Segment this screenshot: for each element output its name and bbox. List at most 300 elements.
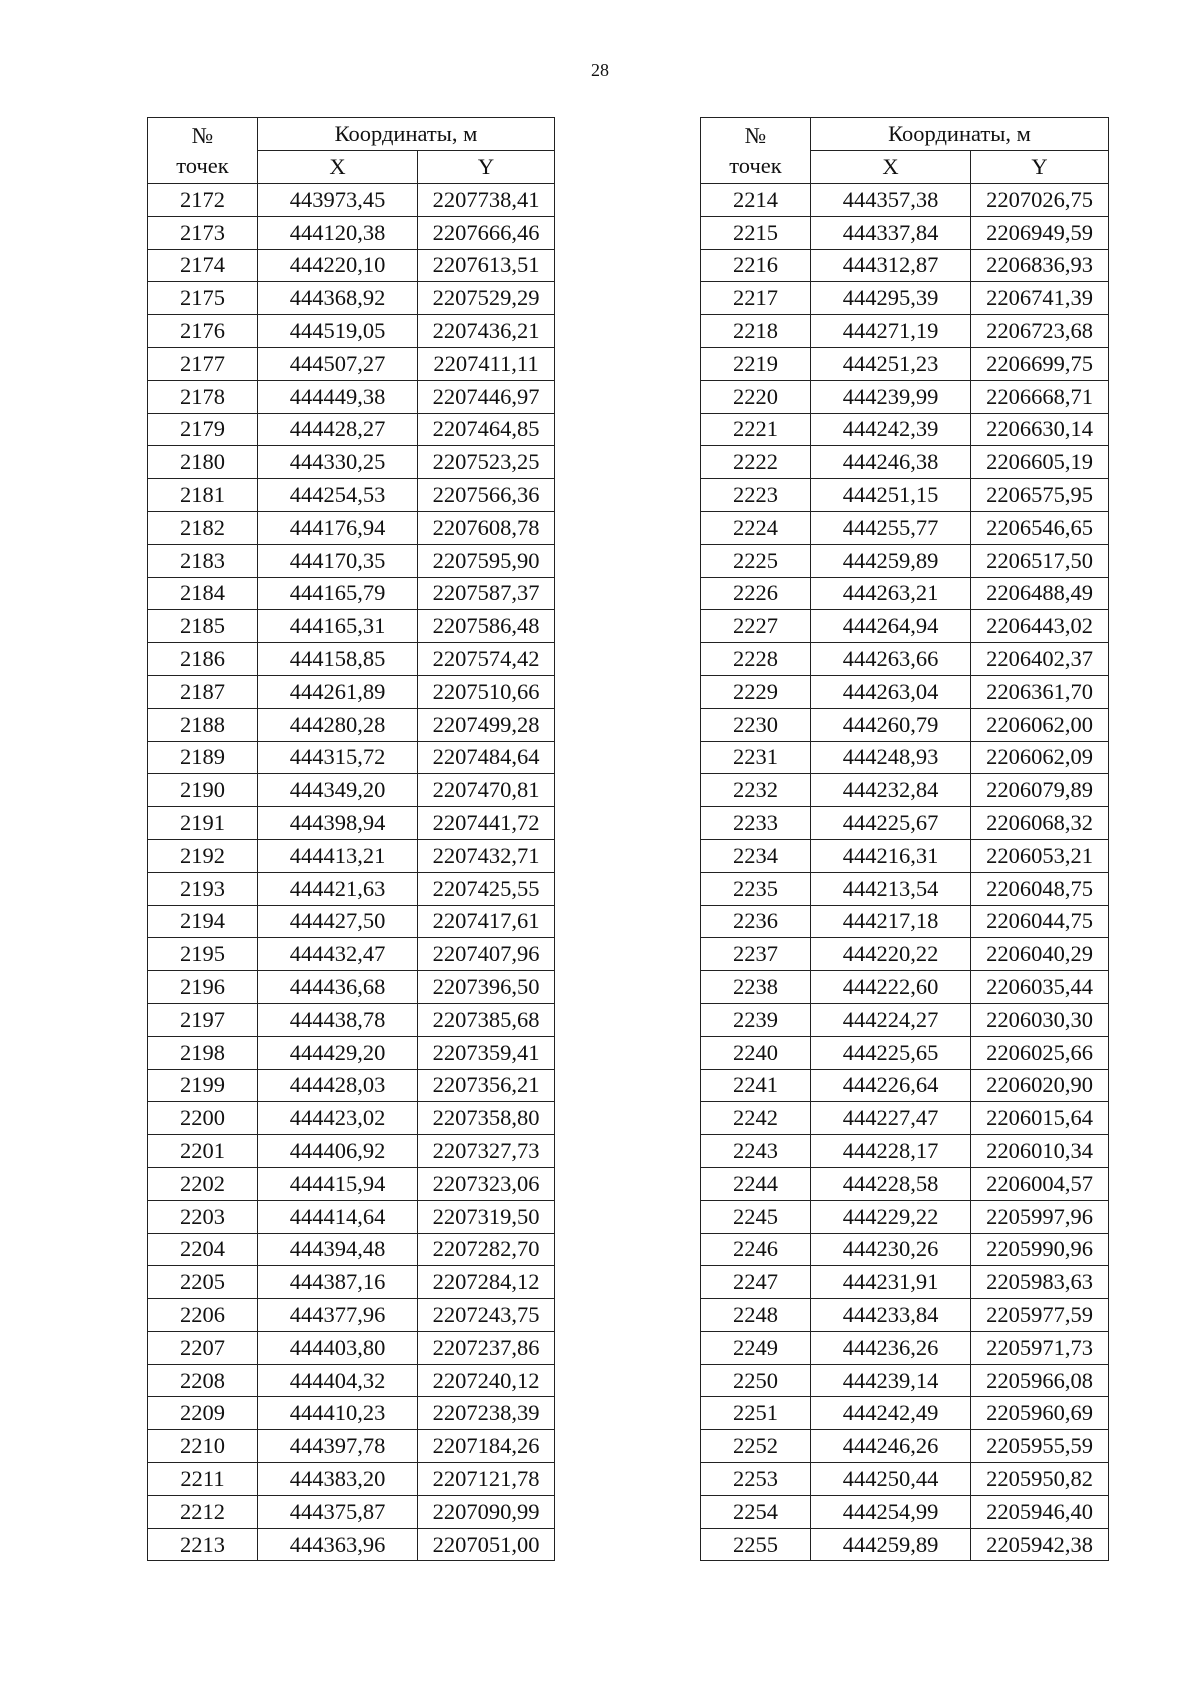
x-coordinate-cell: 444255,77: [811, 511, 971, 544]
x-coordinate-cell: 444428,27: [258, 413, 418, 446]
x-coordinate-cell: 444312,87: [811, 249, 971, 282]
y-coordinate-cell: 2207464,85: [418, 413, 555, 446]
point-number-cell: 2184: [148, 577, 258, 610]
point-number-cell: 2248: [701, 1299, 811, 1332]
point-number-cell: 2234: [701, 839, 811, 872]
x-coordinate-cell: 444246,38: [811, 446, 971, 479]
point-number-cell: 2223: [701, 479, 811, 512]
y-coordinate-cell: 2207385,68: [418, 1003, 555, 1036]
x-coordinate-cell: 444227,47: [811, 1102, 971, 1135]
y-coordinate-cell: 2207411,11: [418, 347, 555, 380]
point-number-cell: 2212: [148, 1495, 258, 1528]
point-number-cell: 2250: [701, 1364, 811, 1397]
point-number-cell: 2186: [148, 643, 258, 676]
point-number-cell: 2198: [148, 1036, 258, 1069]
x-coordinate-cell: 444404,32: [258, 1364, 418, 1397]
point-number-header-line1: №: [744, 122, 767, 148]
y-coordinate-cell: 2207510,66: [418, 675, 555, 708]
y-coordinate-cell: 2206044,75: [971, 905, 1109, 938]
point-number-cell: 2177: [148, 347, 258, 380]
table-row: [701, 872, 1109, 905]
table-row: [148, 708, 555, 741]
point-number-cell: 2228: [701, 643, 811, 676]
point-number-cell: 2227: [701, 610, 811, 643]
x-coordinate-cell: 444397,78: [258, 1430, 418, 1463]
point-number-cell: 2253: [701, 1463, 811, 1496]
point-number-header-line2: точек: [176, 152, 229, 178]
x-coordinate-cell: 444239,99: [811, 380, 971, 413]
table-row: [701, 347, 1109, 380]
y-coordinate-cell: 2205983,63: [971, 1266, 1109, 1299]
x-coordinate-cell: 444377,96: [258, 1299, 418, 1332]
y-coordinate-cell: 2207587,37: [418, 577, 555, 610]
y-coordinate-cell: 2205946,40: [971, 1495, 1109, 1528]
y-coordinate-cell: 2205955,59: [971, 1430, 1109, 1463]
point-number-cell: 2203: [148, 1200, 258, 1233]
x-coordinate-cell: 444423,02: [258, 1102, 418, 1135]
table-row: [148, 216, 555, 249]
x-coordinate-cell: 444410,23: [258, 1397, 418, 1430]
table-row: [148, 1233, 555, 1266]
x-coordinate-cell: 444315,72: [258, 741, 418, 774]
y-coordinate-cell: 2206488,49: [971, 577, 1109, 610]
y-coordinate-cell: 2207121,78: [418, 1463, 555, 1496]
point-number-cell: 2181: [148, 479, 258, 512]
x-coordinate-cell: 444383,20: [258, 1463, 418, 1496]
x-coordinate-cell: 444363,96: [258, 1528, 418, 1561]
x-coordinate-cell: 444375,87: [258, 1495, 418, 1528]
table-row: [148, 643, 555, 676]
x-coordinate-cell: 444330,25: [258, 446, 418, 479]
table-row: [701, 1233, 1109, 1266]
point-number-cell: 2206: [148, 1299, 258, 1332]
y-coordinate-cell: 2207327,73: [418, 1135, 555, 1168]
x-coordinate-cell: 444263,66: [811, 643, 971, 676]
x-coordinate-cell: 444427,50: [258, 905, 418, 938]
y-coordinate-cell: 2205977,59: [971, 1299, 1109, 1332]
x-coordinate-cell: 444232,84: [811, 774, 971, 807]
table-row: [148, 971, 555, 1004]
y-coordinate-cell: 2207613,51: [418, 249, 555, 282]
y-coordinate-cell: 2207282,70: [418, 1233, 555, 1266]
point-number-cell: 2217: [701, 282, 811, 315]
table-row: [148, 249, 555, 282]
point-number-header: [701, 118, 811, 184]
x-coordinate-cell: 444228,17: [811, 1135, 971, 1168]
x-coordinate-cell: 444260,79: [811, 708, 971, 741]
x-coordinate-cell: 444120,38: [258, 216, 418, 249]
y-coordinate-cell: 2207323,06: [418, 1167, 555, 1200]
y-coordinate-cell: 2207359,41: [418, 1036, 555, 1069]
x-coordinate-cell: 444242,49: [811, 1397, 971, 1430]
y-coordinate-cell: 2207446,97: [418, 380, 555, 413]
y-coordinate-cell: 2207184,26: [418, 1430, 555, 1463]
point-number-cell: 2220: [701, 380, 811, 413]
table-row: [701, 511, 1109, 544]
x-coordinate-cell: 444242,39: [811, 413, 971, 446]
point-number-cell: 2221: [701, 413, 811, 446]
point-number-cell: 2202: [148, 1167, 258, 1200]
x-coordinate-cell: 444429,20: [258, 1036, 418, 1069]
point-number-cell: 2231: [701, 741, 811, 774]
y-coordinate-cell: 2206443,02: [971, 610, 1109, 643]
point-number-cell: 2204: [148, 1233, 258, 1266]
y-coordinate-cell: 2207529,29: [418, 282, 555, 315]
y-coordinate-cell: 2207407,96: [418, 938, 555, 971]
point-number-cell: 2249: [701, 1331, 811, 1364]
point-number-cell: 2229: [701, 675, 811, 708]
table-row: [701, 1167, 1109, 1200]
x-coordinate-cell: 444271,19: [811, 315, 971, 348]
y-coordinate-cell: 2207666,46: [418, 216, 555, 249]
point-number-cell: 2247: [701, 1266, 811, 1299]
x-coordinate-cell: 444251,15: [811, 479, 971, 512]
x-coordinate-cell: 444231,91: [811, 1266, 971, 1299]
y-coordinate-cell: 2205950,82: [971, 1463, 1109, 1496]
x-coordinate-cell: 444432,47: [258, 938, 418, 971]
y-header: Y: [418, 151, 555, 184]
x-coordinate-cell: 444176,94: [258, 511, 418, 544]
point-number-cell: 2174: [148, 249, 258, 282]
table-row: [701, 741, 1109, 774]
point-number-cell: 2226: [701, 577, 811, 610]
x-coordinate-cell: 444368,92: [258, 282, 418, 315]
x-coordinate-cell: 444220,22: [811, 938, 971, 971]
table-row: [148, 1069, 555, 1102]
page-number: 28: [591, 60, 609, 80]
table-row: [701, 479, 1109, 512]
x-coordinate-cell: 444264,94: [811, 610, 971, 643]
point-number-cell: 2246: [701, 1233, 811, 1266]
table-row: [148, 1299, 555, 1332]
table-row: [701, 774, 1109, 807]
x-coordinate-cell: 444220,10: [258, 249, 418, 282]
point-number-cell: 2178: [148, 380, 258, 413]
point-number-cell: 2225: [701, 544, 811, 577]
table-row: [701, 675, 1109, 708]
x-coordinate-cell: 444217,18: [811, 905, 971, 938]
y-coordinate-cell: 2207243,75: [418, 1299, 555, 1332]
table-row: [701, 807, 1109, 840]
x-coordinate-cell: 444226,64: [811, 1069, 971, 1102]
x-coordinate-cell: 444414,64: [258, 1200, 418, 1233]
y-coordinate-cell: 2207238,39: [418, 1397, 555, 1430]
table-row: [148, 938, 555, 971]
x-coordinate-cell: 444357,38: [811, 184, 971, 217]
x-coordinate-cell: 444213,54: [811, 872, 971, 905]
table-row: [701, 282, 1109, 315]
y-coordinate-cell: 2206605,19: [971, 446, 1109, 479]
y-coordinate-cell: 2206025,66: [971, 1036, 1109, 1069]
x-coordinate-cell: 444239,14: [811, 1364, 971, 1397]
table-row: [701, 1430, 1109, 1463]
y-coordinate-cell: 2206004,57: [971, 1167, 1109, 1200]
x-coordinate-cell: 444280,28: [258, 708, 418, 741]
point-number-cell: 2173: [148, 216, 258, 249]
table-row: [148, 1266, 555, 1299]
table-row: [148, 1430, 555, 1463]
y-coordinate-cell: 2207574,42: [418, 643, 555, 676]
y-coordinate-cell: 2206361,70: [971, 675, 1109, 708]
point-number-cell: 2208: [148, 1364, 258, 1397]
x-coordinate-cell: 444230,26: [811, 1233, 971, 1266]
table-row: [148, 741, 555, 774]
table-row: [148, 1463, 555, 1496]
x-coordinate-cell: 444438,78: [258, 1003, 418, 1036]
x-coordinate-cell: 444251,23: [811, 347, 971, 380]
point-number-cell: 2194: [148, 905, 258, 938]
table-row: [701, 1135, 1109, 1168]
y-coordinate-cell: 2206079,89: [971, 774, 1109, 807]
y-coordinate-cell: 2207608,78: [418, 511, 555, 544]
table-row: [701, 1364, 1109, 1397]
point-number-cell: 2211: [148, 1463, 258, 1496]
table-row: [701, 938, 1109, 971]
x-coordinate-cell: 444224,27: [811, 1003, 971, 1036]
table-row: [701, 643, 1109, 676]
table-row: [701, 249, 1109, 282]
point-number-cell: 2190: [148, 774, 258, 807]
table-row: [148, 380, 555, 413]
y-coordinate-cell: 2207499,28: [418, 708, 555, 741]
y-coordinate-cell: 2207441,72: [418, 807, 555, 840]
x-coordinate-cell: 444403,80: [258, 1331, 418, 1364]
table-row: [701, 315, 1109, 348]
point-number-cell: 2238: [701, 971, 811, 1004]
table-row: [701, 446, 1109, 479]
point-number-cell: 2215: [701, 216, 811, 249]
y-coordinate-cell: 2206630,14: [971, 413, 1109, 446]
point-number-cell: 2179: [148, 413, 258, 446]
x-coordinate-cell: 444398,94: [258, 807, 418, 840]
table-row: [148, 675, 555, 708]
table-row: [148, 807, 555, 840]
table-row: [701, 708, 1109, 741]
point-number-cell: 2243: [701, 1135, 811, 1168]
x-coordinate-cell: 444254,99: [811, 1495, 971, 1528]
point-number-cell: 2172: [148, 184, 258, 217]
point-number-cell: 2200: [148, 1102, 258, 1135]
x-coordinate-cell: 444259,89: [811, 1528, 971, 1561]
y-header: Y: [971, 151, 1109, 184]
table-row: [148, 1528, 555, 1561]
y-coordinate-cell: 2205997,96: [971, 1200, 1109, 1233]
y-coordinate-cell: 2207240,12: [418, 1364, 555, 1397]
table-row: [701, 1036, 1109, 1069]
table-row: [148, 347, 555, 380]
point-number-cell: 2251: [701, 1397, 811, 1430]
x-coordinate-cell: 444263,04: [811, 675, 971, 708]
y-coordinate-cell: 2206015,64: [971, 1102, 1109, 1135]
table-row: [701, 1331, 1109, 1364]
point-number-cell: 2195: [148, 938, 258, 971]
table-row: [701, 905, 1109, 938]
y-coordinate-cell: 2207595,90: [418, 544, 555, 577]
point-number-cell: 2213: [148, 1528, 258, 1561]
table-row: [701, 1495, 1109, 1528]
point-number-cell: 2175: [148, 282, 258, 315]
table-row: [701, 184, 1109, 217]
x-coordinate-cell: 444413,21: [258, 839, 418, 872]
point-number-cell: 2197: [148, 1003, 258, 1036]
x-coordinate-cell: 444449,38: [258, 380, 418, 413]
table-row: [148, 184, 555, 217]
x-coordinate-cell: 444233,84: [811, 1299, 971, 1332]
table-row: [701, 544, 1109, 577]
y-coordinate-cell: 2206836,93: [971, 249, 1109, 282]
x-coordinate-cell: 444165,79: [258, 577, 418, 610]
table-row: [701, 839, 1109, 872]
x-coordinate-cell: 444387,16: [258, 1266, 418, 1299]
table-row: [701, 1266, 1109, 1299]
point-number-cell: 2201: [148, 1135, 258, 1168]
y-coordinate-cell: 2205971,73: [971, 1331, 1109, 1364]
x-coordinate-cell: 444428,03: [258, 1069, 418, 1102]
table-row: [148, 905, 555, 938]
table-row: [148, 413, 555, 446]
point-number-cell: 2237: [701, 938, 811, 971]
x-coordinate-cell: 443973,45: [258, 184, 418, 217]
y-coordinate-cell: 2205942,38: [971, 1528, 1109, 1561]
x-coordinate-cell: 444236,26: [811, 1331, 971, 1364]
y-coordinate-cell: 2205990,96: [971, 1233, 1109, 1266]
table-row: [148, 446, 555, 479]
y-coordinate-cell: 2207026,75: [971, 184, 1109, 217]
point-number-header: [148, 118, 258, 184]
x-coordinate-cell: 444436,68: [258, 971, 418, 1004]
table-row: [148, 511, 555, 544]
point-number-cell: 2222: [701, 446, 811, 479]
table-row: [148, 1495, 555, 1528]
x-coordinate-cell: 444250,44: [811, 1463, 971, 1496]
x-coordinate-cell: 444415,94: [258, 1167, 418, 1200]
y-coordinate-cell: 2206402,37: [971, 643, 1109, 676]
y-coordinate-cell: 2207237,86: [418, 1331, 555, 1364]
table-row: [701, 216, 1109, 249]
x-coordinate-cell: 444295,39: [811, 282, 971, 315]
table-row: [701, 1463, 1109, 1496]
y-coordinate-cell: 2206035,44: [971, 971, 1109, 1004]
table-row: [148, 1167, 555, 1200]
table-row: [148, 1331, 555, 1364]
y-coordinate-cell: 2206068,32: [971, 807, 1109, 840]
point-number-cell: 2207: [148, 1331, 258, 1364]
point-number-cell: 2176: [148, 315, 258, 348]
y-coordinate-cell: 2206741,39: [971, 282, 1109, 315]
y-coordinate-cell: 2206010,34: [971, 1135, 1109, 1168]
x-coordinate-cell: 444261,89: [258, 675, 418, 708]
table-row: [148, 479, 555, 512]
coordinates-header: Координаты, м: [811, 118, 1109, 151]
x-coordinate-cell: 444263,21: [811, 577, 971, 610]
table-row: [148, 1102, 555, 1135]
y-coordinate-cell: 2206546,65: [971, 511, 1109, 544]
y-coordinate-cell: 2206062,00: [971, 708, 1109, 741]
table-row: [701, 1200, 1109, 1233]
x-coordinate-cell: 444394,48: [258, 1233, 418, 1266]
point-number-cell: 2189: [148, 741, 258, 774]
table-row: [701, 1299, 1109, 1332]
table-row: [701, 380, 1109, 413]
table-row: [148, 839, 555, 872]
x-coordinate-cell: 444519,05: [258, 315, 418, 348]
table-row: [148, 610, 555, 643]
coordinates-table-left: [147, 117, 555, 1561]
point-number-cell: 2187: [148, 675, 258, 708]
point-number-cell: 2210: [148, 1430, 258, 1463]
coordinates-header: Координаты, м: [258, 118, 555, 151]
x-coordinate-cell: 444216,31: [811, 839, 971, 872]
y-coordinate-cell: 2206949,59: [971, 216, 1109, 249]
point-number-cell: 2180: [148, 446, 258, 479]
y-coordinate-cell: 2207356,21: [418, 1069, 555, 1102]
table-row: [148, 282, 555, 315]
table-row: [148, 315, 555, 348]
point-number-cell: 2239: [701, 1003, 811, 1036]
y-coordinate-cell: 2206053,21: [971, 839, 1109, 872]
y-coordinate-cell: 2207738,41: [418, 184, 555, 217]
y-coordinate-cell: 2207470,81: [418, 774, 555, 807]
table-row: [148, 774, 555, 807]
x-coordinate-cell: 444507,27: [258, 347, 418, 380]
point-number-cell: 2230: [701, 708, 811, 741]
table-row: [701, 1397, 1109, 1430]
x-coordinate-cell: 444254,53: [258, 479, 418, 512]
point-number-cell: 2182: [148, 511, 258, 544]
y-coordinate-cell: 2207051,00: [418, 1528, 555, 1561]
y-coordinate-cell: 2207432,71: [418, 839, 555, 872]
point-number-cell: 2218: [701, 315, 811, 348]
point-number-cell: 2205: [148, 1266, 258, 1299]
y-coordinate-cell: 2207586,48: [418, 610, 555, 643]
y-coordinate-cell: 2205960,69: [971, 1397, 1109, 1430]
x-coordinate-cell: 444248,93: [811, 741, 971, 774]
table-row: [148, 577, 555, 610]
x-coordinate-cell: 444228,58: [811, 1167, 971, 1200]
x-coordinate-cell: 444158,85: [258, 643, 418, 676]
point-number-cell: 2255: [701, 1528, 811, 1561]
point-number-cell: 2196: [148, 971, 258, 1004]
y-coordinate-cell: 2206517,50: [971, 544, 1109, 577]
table-row: [701, 1528, 1109, 1561]
y-coordinate-cell: 2206048,75: [971, 872, 1109, 905]
x-coordinate-cell: 444225,67: [811, 807, 971, 840]
point-number-cell: 2183: [148, 544, 258, 577]
table-row: [148, 1003, 555, 1036]
x-coordinate-cell: 444225,65: [811, 1036, 971, 1069]
coordinates-table-left-body: [148, 184, 555, 1561]
y-coordinate-cell: 2205966,08: [971, 1364, 1109, 1397]
y-coordinate-cell: 2207425,55: [418, 872, 555, 905]
table-row: [148, 1200, 555, 1233]
y-coordinate-cell: 2207523,25: [418, 446, 555, 479]
x-header: X: [258, 151, 418, 184]
point-number-cell: 2185: [148, 610, 258, 643]
table-row: [701, 610, 1109, 643]
point-number-cell: 2214: [701, 184, 811, 217]
table-row: [148, 1036, 555, 1069]
y-coordinate-cell: 2206040,29: [971, 938, 1109, 971]
y-coordinate-cell: 2207319,50: [418, 1200, 555, 1233]
y-coordinate-cell: 2207090,99: [418, 1495, 555, 1528]
point-number-cell: 2209: [148, 1397, 258, 1430]
y-coordinate-cell: 2207417,61: [418, 905, 555, 938]
y-coordinate-cell: 2207566,36: [418, 479, 555, 512]
x-coordinate-cell: 444170,35: [258, 544, 418, 577]
x-coordinate-cell: 444406,92: [258, 1135, 418, 1168]
point-number-cell: 2242: [701, 1102, 811, 1135]
point-number-cell: 2219: [701, 347, 811, 380]
